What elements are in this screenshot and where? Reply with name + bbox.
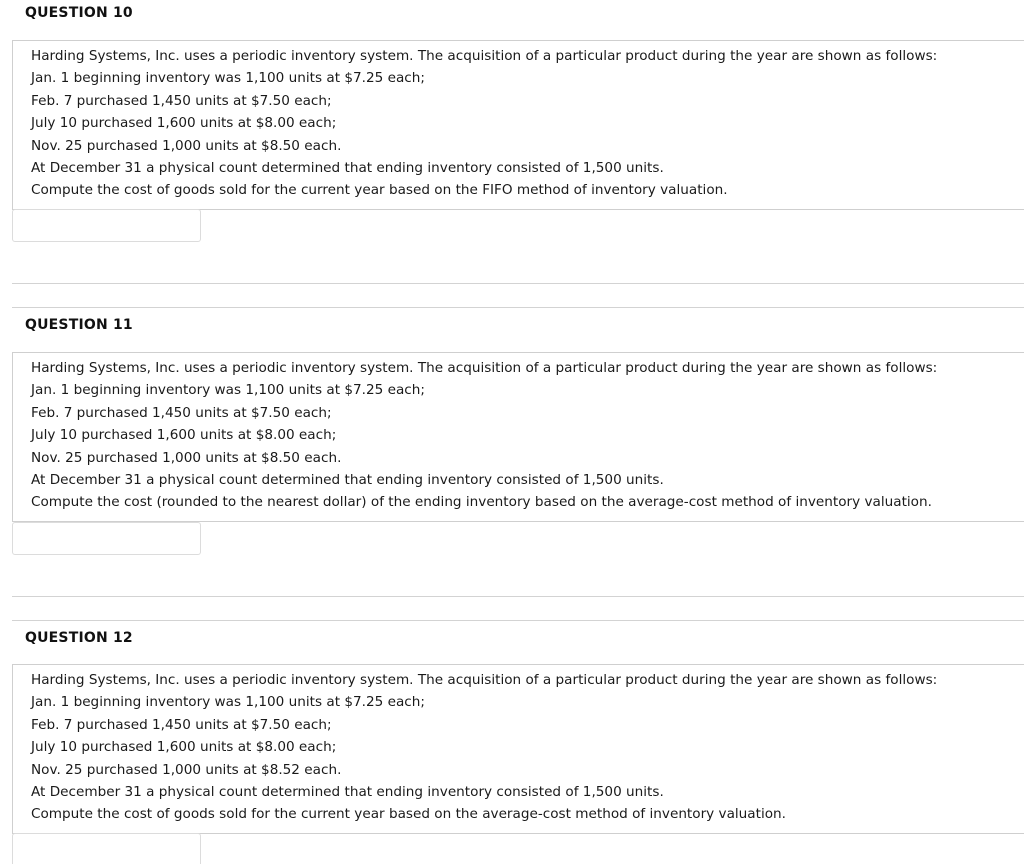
question-12-line: July 10 purchased 1,600 units at $8.00 each; [31,739,337,756]
question-10-line: July 10 purchased 1,600 units at $8.00 each; [31,115,337,132]
question-10-line: Jan. 1 beginning inventory was 1,100 units at $7.25 each; [31,70,425,87]
question-12-line: Nov. 25 purchased 1,000 units at $8.52 each. [31,761,342,778]
question-11-line: Harding Systems, Inc. uses a periodic inventory system. The acquisition of a particular product during the year are shown as follows: [31,360,938,376]
question-12-line: Harding Systems, Inc. uses a periodic inventory system. The acquisition of a particular product during the year are shown as follows: [31,672,938,688]
question-10-title: QUESTION 10 [25,5,133,21]
question-11-line: Jan. 1 beginning inventory was 1,100 units at $7.25 each; [31,382,425,399]
question-12-line: At December 31 a physical count determined that ending inventory consisted of 1,500 units. [31,784,664,801]
question-10-text [12,40,1024,210]
question-10-line: Compute the cost of goods sold for the current year based on the FIFO method of inventory valuation. [31,182,728,199]
question-10-line: Harding Systems, Inc. uses a periodic inventory system. The acquisition of a particular product during the year are shown as follows: [31,48,938,64]
question-12-answer-input[interactable] [12,833,201,864]
question-separator [12,307,1024,308]
question-10-line: Feb. 7 purchased 1,450 units at $7.50 each; [31,92,332,109]
question-12-line: Jan. 1 beginning inventory was 1,100 units at $7.25 each; [31,694,425,711]
question-11-title: QUESTION 11 [25,317,133,333]
question-separator [12,620,1024,621]
question-12-title: QUESTION 12 [25,630,133,646]
question-11-text [12,352,1024,522]
question-11-line: At December 31 a physical count determined that ending inventory consisted of 1,500 units. [31,472,664,489]
question-11-line: July 10 purchased 1,600 units at $8.00 each; [31,427,337,444]
question-10-line: At December 31 a physical count determined that ending inventory consisted of 1,500 units. [31,160,664,177]
question-10-line: Nov. 25 purchased 1,000 units at $8.50 each. [31,137,342,154]
question-separator [12,596,1024,597]
question-separator [12,283,1024,284]
question-12-line: Feb. 7 purchased 1,450 units at $7.50 each; [31,716,332,733]
question-10-answer-input[interactable] [12,209,201,242]
question-12-text [12,664,1024,834]
question-11-line: Feb. 7 purchased 1,450 units at $7.50 each; [31,404,332,421]
question-12-line: Compute the cost of goods sold for the current year based on the average-cost method of inventory valuation. [31,806,786,823]
question-11-line: Nov. 25 purchased 1,000 units at $8.50 each. [31,449,342,466]
question-11-line: Compute the cost (rounded to the nearest dollar) of the ending inventory based on the average-cost method of inventory valuation. [31,494,932,511]
question-11-answer-input[interactable] [12,522,201,555]
